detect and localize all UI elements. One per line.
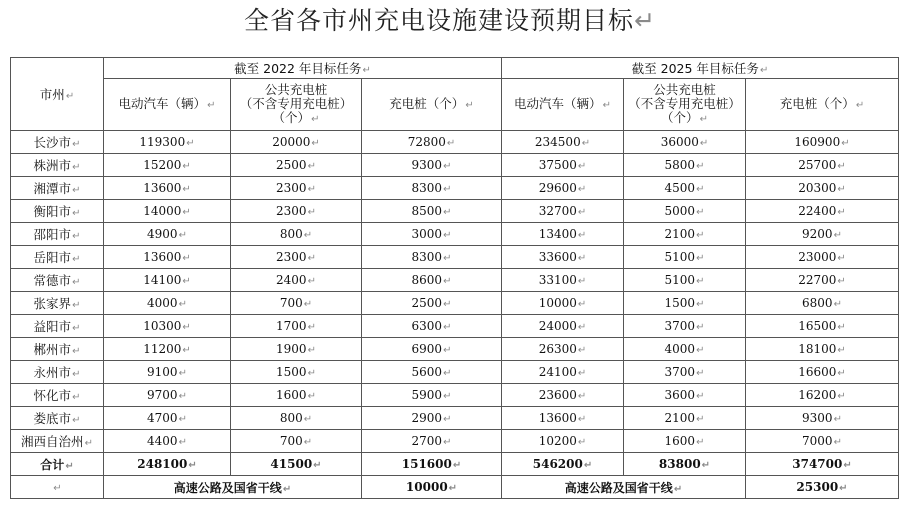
ev-2022: 14000↵ xyxy=(104,200,231,223)
pile-2025: 25700↵ xyxy=(746,154,899,177)
ev-2022: 13600↵ xyxy=(104,246,231,269)
ev-2022: 4700↵ xyxy=(104,407,231,430)
total-label: 合计↵ xyxy=(11,453,104,476)
ev-2022: 4400↵ xyxy=(104,430,231,453)
paragraph-mark-icon: ↵ xyxy=(634,6,656,35)
ev-2025: 29600↵ xyxy=(502,177,624,200)
pile-2022: 6300↵ xyxy=(362,315,502,338)
ev-2022: 9100↵ xyxy=(104,361,231,384)
total-pile-2025: 374700↵ xyxy=(746,453,899,476)
ev-2025: 37500↵ xyxy=(502,154,624,177)
public-2022: 1900↵ xyxy=(231,338,362,361)
table-row xyxy=(11,177,899,200)
public-2022: 20000↵ xyxy=(231,131,362,154)
ev-2025: 10000↵ xyxy=(502,292,624,315)
pile-2022: 6900↵ xyxy=(362,338,502,361)
public-2025: 5100↵ xyxy=(624,269,746,292)
ev-2025: 33100↵ xyxy=(502,269,624,292)
public-2022: 800↵ xyxy=(231,223,362,246)
table-row xyxy=(11,269,899,292)
public-2022: 2400↵ xyxy=(231,269,362,292)
pile-2022: 8500↵ xyxy=(362,200,502,223)
table-row xyxy=(11,292,899,315)
total-ev-2025: 546200↵ xyxy=(502,453,624,476)
table-row xyxy=(11,384,899,407)
public-2022: 1700↵ xyxy=(231,315,362,338)
highway-label-2022: 高速公路及国省干线↵ xyxy=(104,476,362,499)
city-cell: 永州市↵ xyxy=(11,361,104,384)
city-cell: 张家界↵ xyxy=(11,292,104,315)
pile-2022: 5600↵ xyxy=(362,361,502,384)
table-row xyxy=(11,154,899,177)
pile-2025: 16500↵ xyxy=(746,315,899,338)
public-2022: 2300↵ xyxy=(231,177,362,200)
pile-2022: 2700↵ xyxy=(362,430,502,453)
pile-2025: 22400↵ xyxy=(746,200,899,223)
public-2022: 800↵ xyxy=(231,407,362,430)
pile-2025: 18100↵ xyxy=(746,338,899,361)
header-pile-2022: 充电桩（个）↵ xyxy=(362,79,502,131)
table-row xyxy=(11,200,899,223)
public-2022: 2500↵ xyxy=(231,154,362,177)
public-2025: 5000↵ xyxy=(624,200,746,223)
ev-2022: 13600↵ xyxy=(104,177,231,200)
public-2025: 2100↵ xyxy=(624,407,746,430)
ev-2025: 32700↵ xyxy=(502,200,624,223)
header-pile-2025: 充电桩（个）↵ xyxy=(746,79,899,131)
city-cell: 益阳市↵ xyxy=(11,315,104,338)
pile-2022: 8300↵ xyxy=(362,177,502,200)
pile-2022: 2900↵ xyxy=(362,407,502,430)
table-row xyxy=(11,361,899,384)
highway-row xyxy=(11,476,899,499)
public-2025: 1600↵ xyxy=(624,430,746,453)
pile-2025: 9300↵ xyxy=(746,407,899,430)
public-2025: 2100↵ xyxy=(624,223,746,246)
ev-2022: 14100↵ xyxy=(104,269,231,292)
highway-pile-2022: 10000↵ xyxy=(362,476,502,499)
table-row xyxy=(11,246,899,269)
ev-2022: 9700↵ xyxy=(104,384,231,407)
target-table xyxy=(10,57,899,499)
city-cell: 衡阳市↵ xyxy=(11,200,104,223)
total-public-2025: 83800↵ xyxy=(624,453,746,476)
header-ev-2025: 电动汽车（辆）↵ xyxy=(502,79,624,131)
header-2025: 截至 2025 年目标任务↵ xyxy=(502,58,899,79)
public-2025: 4000↵ xyxy=(624,338,746,361)
table-row xyxy=(11,430,899,453)
public-2025: 36000↵ xyxy=(624,131,746,154)
pile-2022: 3000↵ xyxy=(362,223,502,246)
city-cell: 常德市↵ xyxy=(11,269,104,292)
public-2022: 1600↵ xyxy=(231,384,362,407)
table-row xyxy=(11,315,899,338)
pile-2025: 20300↵ xyxy=(746,177,899,200)
city-cell: 株洲市↵ xyxy=(11,154,104,177)
ev-2025: 13400↵ xyxy=(502,223,624,246)
public-2025: 4500↵ xyxy=(624,177,746,200)
pile-2022: 72800↵ xyxy=(362,131,502,154)
header-city: 市州↵ xyxy=(11,58,104,131)
ev-2025: 234500↵ xyxy=(502,131,624,154)
city-cell: 湘潭市↵ xyxy=(11,177,104,200)
pile-2025: 6800↵ xyxy=(746,292,899,315)
table-row xyxy=(11,131,899,154)
total-row xyxy=(11,453,899,476)
city-cell: 湘西自治州↵ xyxy=(11,430,104,453)
header-2022: 截至 2022 年目标任务↵ xyxy=(104,58,502,79)
page-title: 全省各市州充电设施建设预期目标↵ xyxy=(244,6,656,35)
highway-pile-2025: 25300↵ xyxy=(746,476,899,499)
ev-2022: 11200↵ xyxy=(104,338,231,361)
city-cell: 郴州市↵ xyxy=(11,338,104,361)
pile-2022: 8600↵ xyxy=(362,269,502,292)
ev-2022: 15200↵ xyxy=(104,154,231,177)
header-public-2025: 公共充电桩 （不含专用充电桩） （个）↵ xyxy=(624,79,746,131)
city-cell: 娄底市↵ xyxy=(11,407,104,430)
pile-2022: 8300↵ xyxy=(362,246,502,269)
total-pile-2022: 151600↵ xyxy=(362,453,502,476)
public-2022: 700↵ xyxy=(231,292,362,315)
ev-2025: 24000↵ xyxy=(502,315,624,338)
pile-2025: 22700↵ xyxy=(746,269,899,292)
table-row xyxy=(11,223,899,246)
city-cell: 长沙市↵ xyxy=(11,131,104,154)
highway-empty-cell: ↵ xyxy=(11,476,104,499)
highway-label-2025: 高速公路及国省干线↵ xyxy=(502,476,746,499)
city-cell: 怀化市↵ xyxy=(11,384,104,407)
table-row xyxy=(11,338,899,361)
public-2025: 3600↵ xyxy=(624,384,746,407)
public-2025: 3700↵ xyxy=(624,361,746,384)
total-ev-2022: 248100↵ xyxy=(104,453,231,476)
ev-2025: 23600↵ xyxy=(502,384,624,407)
public-2022: 2300↵ xyxy=(231,200,362,223)
ev-2022: 4000↵ xyxy=(104,292,231,315)
ev-2025: 33600↵ xyxy=(502,246,624,269)
public-2025: 3700↵ xyxy=(624,315,746,338)
public-2025: 5800↵ xyxy=(624,154,746,177)
public-2025: 5100↵ xyxy=(624,246,746,269)
ev-2022: 10300↵ xyxy=(104,315,231,338)
ev-2025: 10200↵ xyxy=(502,430,624,453)
pile-2025: 9200↵ xyxy=(746,223,899,246)
city-cell: 岳阳市↵ xyxy=(11,246,104,269)
pile-2022: 2500↵ xyxy=(362,292,502,315)
header-ev-2022: 电动汽车（辆）↵ xyxy=(104,79,231,131)
ev-2025: 13600↵ xyxy=(502,407,624,430)
pile-2025: 16200↵ xyxy=(746,384,899,407)
pile-2025: 7000↵ xyxy=(746,430,899,453)
ev-2022: 4900↵ xyxy=(104,223,231,246)
public-2022: 700↵ xyxy=(231,430,362,453)
header-public-2022: 公共充电桩 （不含专用充电桩） （个）↵ xyxy=(231,79,362,131)
public-2025: 1500↵ xyxy=(624,292,746,315)
pile-2025: 16600↵ xyxy=(746,361,899,384)
pile-2025: 23000↵ xyxy=(746,246,899,269)
pile-2022: 9300↵ xyxy=(362,154,502,177)
header-row-columns xyxy=(11,79,899,131)
pile-2022: 5900↵ xyxy=(362,384,502,407)
public-2022: 2300↵ xyxy=(231,246,362,269)
ev-2022: 119300↵ xyxy=(104,131,231,154)
pile-2025: 160900↵ xyxy=(746,131,899,154)
city-cell: 邵阳市↵ xyxy=(11,223,104,246)
ev-2025: 24100↵ xyxy=(502,361,624,384)
table-row xyxy=(11,407,899,430)
total-public-2022: 41500↵ xyxy=(231,453,362,476)
public-2022: 1500↵ xyxy=(231,361,362,384)
ev-2025: 26300↵ xyxy=(502,338,624,361)
header-row-groups xyxy=(11,58,899,79)
